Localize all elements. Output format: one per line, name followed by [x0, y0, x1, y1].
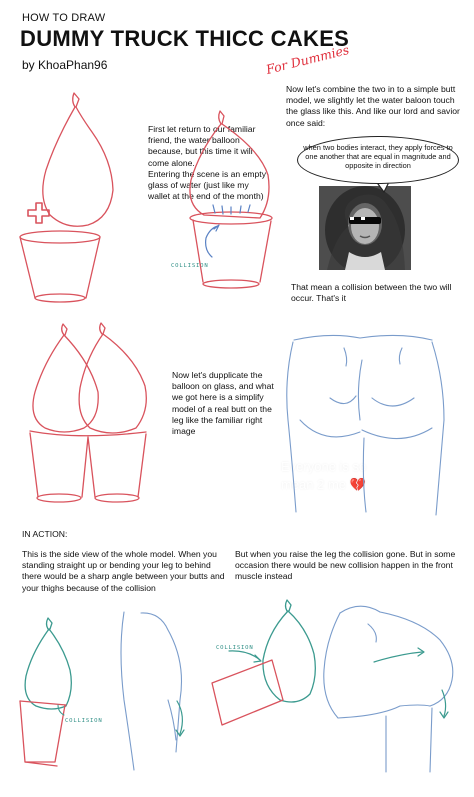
arrow-up-right-icon — [374, 648, 424, 662]
arrow-down-icon — [176, 701, 184, 736]
butt-reference-drawing — [287, 335, 444, 515]
side-model-drawing-1 — [20, 618, 71, 766]
collision-label-3: COLLISION — [216, 645, 254, 651]
collision-label-1: COLLISION — [171, 263, 209, 269]
handwritten-subtitle: For Dummies — [264, 41, 351, 78]
water-balloon-drawing — [43, 93, 113, 226]
in-action-heading: IN ACTION: — [22, 529, 68, 539]
raised-leg-model-drawing — [212, 600, 315, 725]
author-byline: by KhoaPhan96 — [22, 58, 108, 72]
speech-bubble-text: when two bodies interact, they apply forces to one another that are equal in magnitude and opposite in direction — [303, 143, 453, 171]
raised-leg-reference-drawing — [324, 606, 453, 772]
page-title: DUMMY TRUCK THICC CAKES — [20, 26, 350, 51]
speech-bubble-tail — [378, 184, 388, 192]
arrow-collision-icon — [229, 651, 261, 662]
step2-text: Now let's combine the two in to a simple butt model, we slightly let the water baloon touch the glass like this. And like our lord and savior once said: — [286, 84, 460, 128]
double-balloon-drawing — [30, 323, 146, 502]
step4-text: Now let's dupplicate the balloon on glass, and what we got here is a simplify model of a real butt on the leg like the familiar right image — [172, 370, 274, 437]
in-action-right-text: But when you raise the leg the collision gone. But in some occasion there would be new collision happen in the front muscle instead — [235, 549, 456, 582]
in-action-left-text: This is the side view of the whole model. When you standing straight up or bending your leg to behind there would be a sharp angle between your butts and your thighs because of the collision — [22, 549, 225, 593]
step1-text: First let return to our familiar friend, the water balloon because, but this time it will come alone. Entering the scene is an empty glass of water (just like my wallet at the end of the month) — [148, 124, 266, 202]
small-title: HOW TO DRAW — [22, 12, 106, 24]
watermark-text: Everyone is so mean 2 me 💔 — [281, 459, 367, 492]
collision-label-2: COLLISION — [65, 718, 103, 724]
side-model-drawing-2 — [121, 612, 182, 770]
step3-text: That mean a collision between the two will occur. That's it — [291, 282, 452, 304]
balloon-on-glass-drawing — [190, 111, 272, 288]
empty-glass-drawing — [20, 231, 100, 302]
